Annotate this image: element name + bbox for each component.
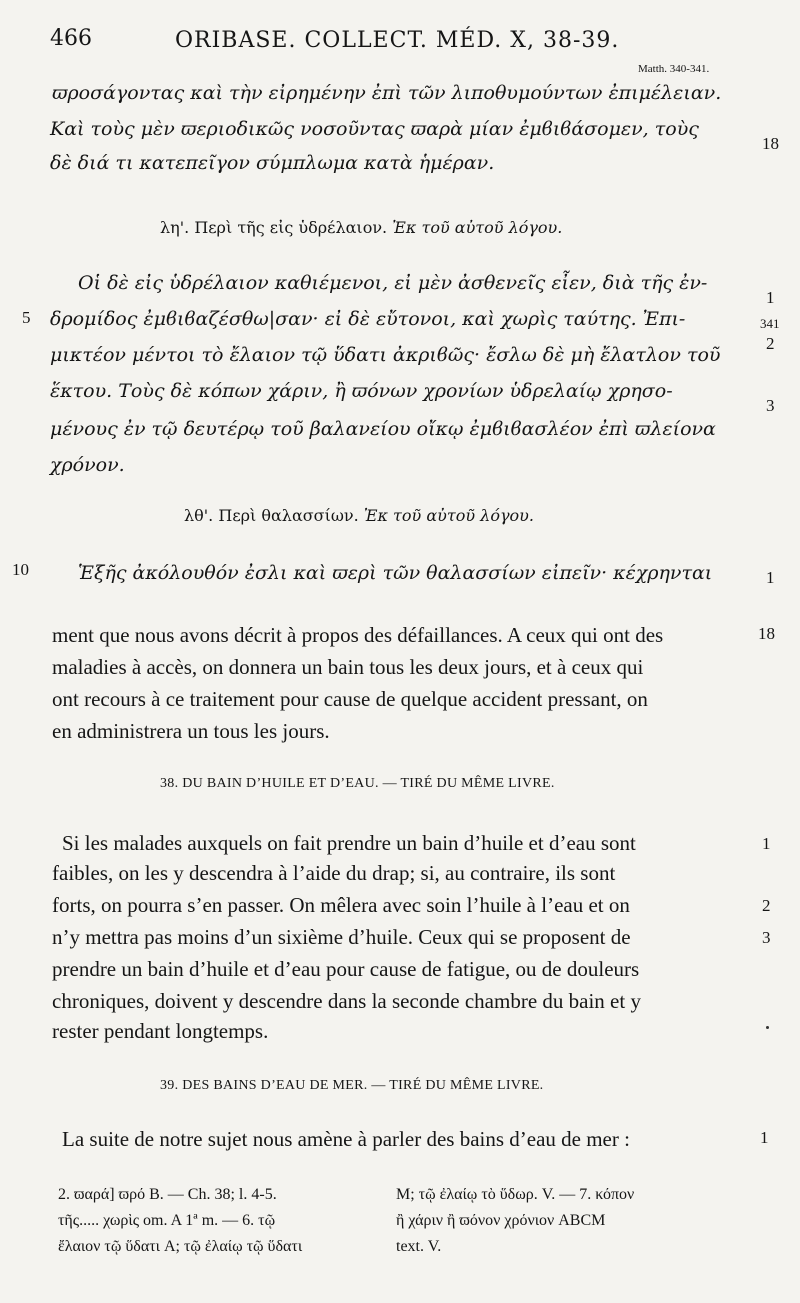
french-chapter-heading-39: 39. DES BAINS D’EAU DE MER. — TIRÉ DU MÊME LIVRE.: [160, 1078, 544, 1093]
greek-chapter-source: Ἐκ τοῦ αὐτοῦ λόγου.: [363, 506, 534, 525]
page-number: 466: [50, 26, 92, 51]
french-line: chroniques, doivent y descendre dans la seconde chambre du bain et y: [52, 989, 641, 1013]
greek-chapter-heading-38: [160, 218, 562, 237]
footnote-line: ἔλαιον τῷ ὕδατι A; τῷ ἐλαίῳ τῷ ὕδατι: [58, 1238, 303, 1255]
greek-line: μένους ἐν τῷ δευτέρῳ τοῦ βαλανείου οἴκῳ ἐμϐιϐασλέον ἐπὶ ϖλείονα: [50, 418, 716, 440]
greek-margin-number: 1: [766, 568, 775, 587]
footnote-line: text. V.: [396, 1238, 442, 1255]
margin-dot: [766, 1026, 769, 1029]
french-line: Si les malades auxquels on fait prendre un bain d’huile et d’eau sont: [62, 831, 636, 855]
footnote-line: M; τῷ ἐλαίῳ τὸ ὕδωρ. V. — 7. κόπον: [396, 1186, 635, 1203]
french-line: ont recours à ce traitement pour cause de quelque accident pressant, on: [52, 687, 648, 711]
greek-margin-number: 3: [766, 396, 775, 415]
footnotes-right-column: [396, 1182, 776, 1260]
greek-margin-number: 1: [766, 288, 775, 307]
greek-line: Ἑξῆς ἀκόλουθόν ἐσλι καὶ ϖερὶ τῶν θαλασσίων εἰπεῖν· κέχρηνται: [78, 562, 713, 584]
french-line: La suite de notre sujet nous amène à parler des bains d’eau de mer :: [62, 1127, 630, 1151]
greek-chapter-title: Περὶ τῆς εἰς ὑδρέλαιον.: [194, 218, 388, 237]
matthaei-reference: Matth. 340-341.: [638, 63, 710, 75]
greek-line: ϖροσάγοντας καὶ τὴν εἰρημένην ἐπὶ τῶν λιποθυμούντων ἐπιμέλειαν.: [52, 82, 722, 104]
footnote-line: 2. ϖαρά] ϖρό B. — Ch. 38; l. 4-5.: [58, 1186, 277, 1203]
french-line: n’y mettra pas moins d’un sixième d’huile. Ceux qui se proposent de: [52, 925, 631, 949]
greek-line: χρόνον.: [50, 454, 125, 476]
french-margin-number: 2: [762, 896, 771, 915]
greek-line: Οἱ δὲ εἰς ὑδρέλαιον καθιέμενοι, εἰ μὲν ἀσθενεῖς εἶεν, διὰ τῆς ἐν-: [78, 272, 708, 294]
footnote-line: τῆς..... χωρὶς om. A 1ª m. — 6. τῷ: [58, 1212, 276, 1229]
greek-margin-number: 341: [760, 316, 780, 331]
french-line: rester pendant longtemps.: [52, 1019, 269, 1043]
french-line: prendre un bain d’huile et d’eau pour cause de fatigue, ou de douleurs: [52, 957, 640, 981]
french-margin-number: 1: [762, 834, 771, 853]
french-line: maladies à accès, on donnera un bain tous les deux jours, et à ceux qui: [52, 655, 644, 679]
greek-margin-number: 18: [762, 134, 779, 153]
french-line: forts, on pourra s’en passer. On mêlera avec soin l’huile à l’eau et on: [52, 893, 630, 917]
french-line: ment que nous avons décrit à propos des défaillances. A ceux qui ont des: [52, 623, 664, 647]
footnote-line: ἢ χάριν ἢ ϖόνον χρόνιον ABCM: [396, 1212, 606, 1229]
footnotes-left-column: [58, 1182, 388, 1260]
french-chapter-heading-38: 38. DU BAIN D’HUILE ET D’EAU. — TIRÉ DU MÊME LIVRE.: [160, 776, 555, 791]
greek-line: ἕκτου. Τοὺς δὲ κόπων χάριν, ἢ ϖόνων χρονίων ὑδρελαίῳ χρησο-: [50, 380, 673, 402]
french-margin-number: 1: [760, 1128, 769, 1147]
greek-chapter-title: Περὶ θαλασσίων.: [218, 506, 359, 525]
french-margin-number: 18: [758, 624, 775, 643]
greek-line: μικτέον μέντοι τὸ ἔλαιον τῷ ὕδατι ἀκριϐῶς· ἔσλω δὲ μὴ ἔλατλον τοῦ: [50, 344, 721, 366]
french-margin-number: 3: [762, 928, 771, 947]
greek-line: δὲ διά τι κατεπεῖγον σύμπλωμα κατὰ ἡμέραν.: [50, 152, 495, 174]
french-line: faibles, on les y descendra à l’aide du drap; si, au contraire, ils sont: [52, 861, 616, 885]
greek-line: δρομίδος ἐμϐιϐαζέσθω|σαν· εἰ δὲ εὔτονοι, καὶ χωρὶς ταύτης. Ἐπι-: [50, 308, 686, 330]
french-line: en administrera un tous les jours.: [52, 719, 330, 743]
greek-line: Καὶ τοὺς μὲν ϖεριοδικῶς νοσοῦντας ϖαρὰ μίαν ἐμϐιϐάσομεν, τοὺς: [50, 118, 699, 140]
greek-chapter-number: λη'.: [160, 218, 190, 237]
running-title: ORIBASE. COLLECT. MÉD. X, 38-39.: [175, 28, 620, 53]
greek-margin-number: 2: [766, 334, 775, 353]
greek-chapter-heading-39: [184, 506, 534, 525]
greek-line-number-5: 5: [22, 308, 31, 327]
greek-chapter-source: Ἐκ τοῦ αὐτοῦ λόγου.: [392, 218, 563, 237]
greek-line-number-10: 10: [12, 560, 29, 579]
greek-chapter-number: λθ'.: [184, 506, 214, 525]
